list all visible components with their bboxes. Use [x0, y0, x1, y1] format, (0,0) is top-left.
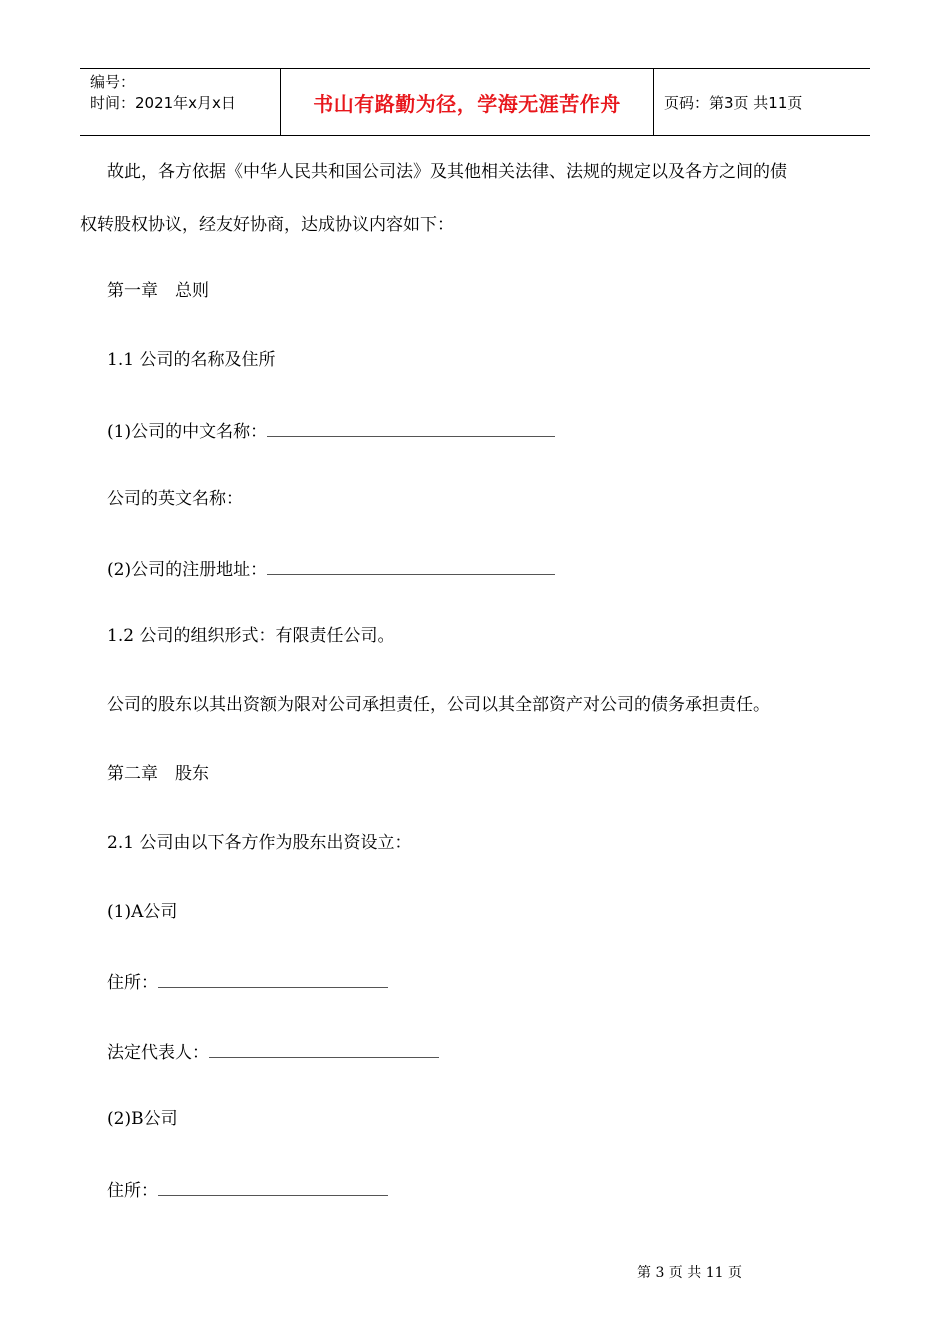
header-page-info: 页码：第3页 共11页	[664, 93, 803, 112]
chapter-2-heading: 第二章 股东	[107, 764, 209, 784]
chapter-1-heading: 第一章 总则	[107, 281, 209, 301]
intro-paragraph-line-1: 故此，各方依据《中华人民共和国公司法》及其他相关法律、法规的规定以及各方之间的债	[107, 162, 787, 182]
chinese-name-row	[107, 418, 555, 444]
party-a-address-row	[107, 969, 388, 995]
party-a-heading: (1)A公司	[107, 902, 178, 922]
party-a-representative-label: 法定代表人：	[107, 1043, 209, 1063]
section-1-1-heading: 1.1 公司的名称及住所	[107, 350, 276, 370]
party-a-representative-blank[interactable]	[209, 1039, 439, 1058]
document-number-label: 编号：	[90, 73, 136, 91]
party-b-address-row	[107, 1177, 388, 1203]
header-meta	[80, 69, 281, 135]
party-b-address-label: 住所：	[107, 1181, 158, 1201]
section-1-2-heading: 1.2 公司的组织形式：有限责任公司。	[107, 626, 395, 646]
header-slogan: 书山有路勤为径，学海无涯苦作舟	[281, 69, 654, 135]
document-header	[80, 68, 870, 136]
registered-address-blank[interactable]	[267, 556, 555, 575]
english-name-label: 公司的英文名称：	[107, 489, 243, 509]
footer-page-number: 第 3 页 共 11 页	[637, 1265, 742, 1281]
party-b-address-blank[interactable]	[158, 1177, 388, 1196]
party-b-heading: (2)B公司	[107, 1109, 178, 1129]
registered-address-row	[107, 556, 555, 582]
party-a-representative-row	[107, 1039, 439, 1065]
party-a-address-label: 住所：	[107, 973, 158, 993]
party-a-address-blank[interactable]	[158, 969, 388, 988]
chinese-name-label: (1)公司的中文名称：	[107, 422, 268, 442]
intro-paragraph-line-2: 权转股权协议，经友好协商，达成协议内容如下：	[80, 215, 454, 235]
document-date-label: 时间：2021年x月x日	[90, 94, 236, 112]
section-2-1-heading: 2.1 公司由以下各方作为股东出资设立：	[107, 833, 412, 853]
chinese-name-blank[interactable]	[267, 418, 555, 437]
liability-paragraph: 公司的股东以其出资额为限对公司承担责任，公司以其全部资产对公司的债务承担责任。	[107, 695, 770, 715]
registered-address-label: (2)公司的注册地址：	[107, 560, 268, 580]
